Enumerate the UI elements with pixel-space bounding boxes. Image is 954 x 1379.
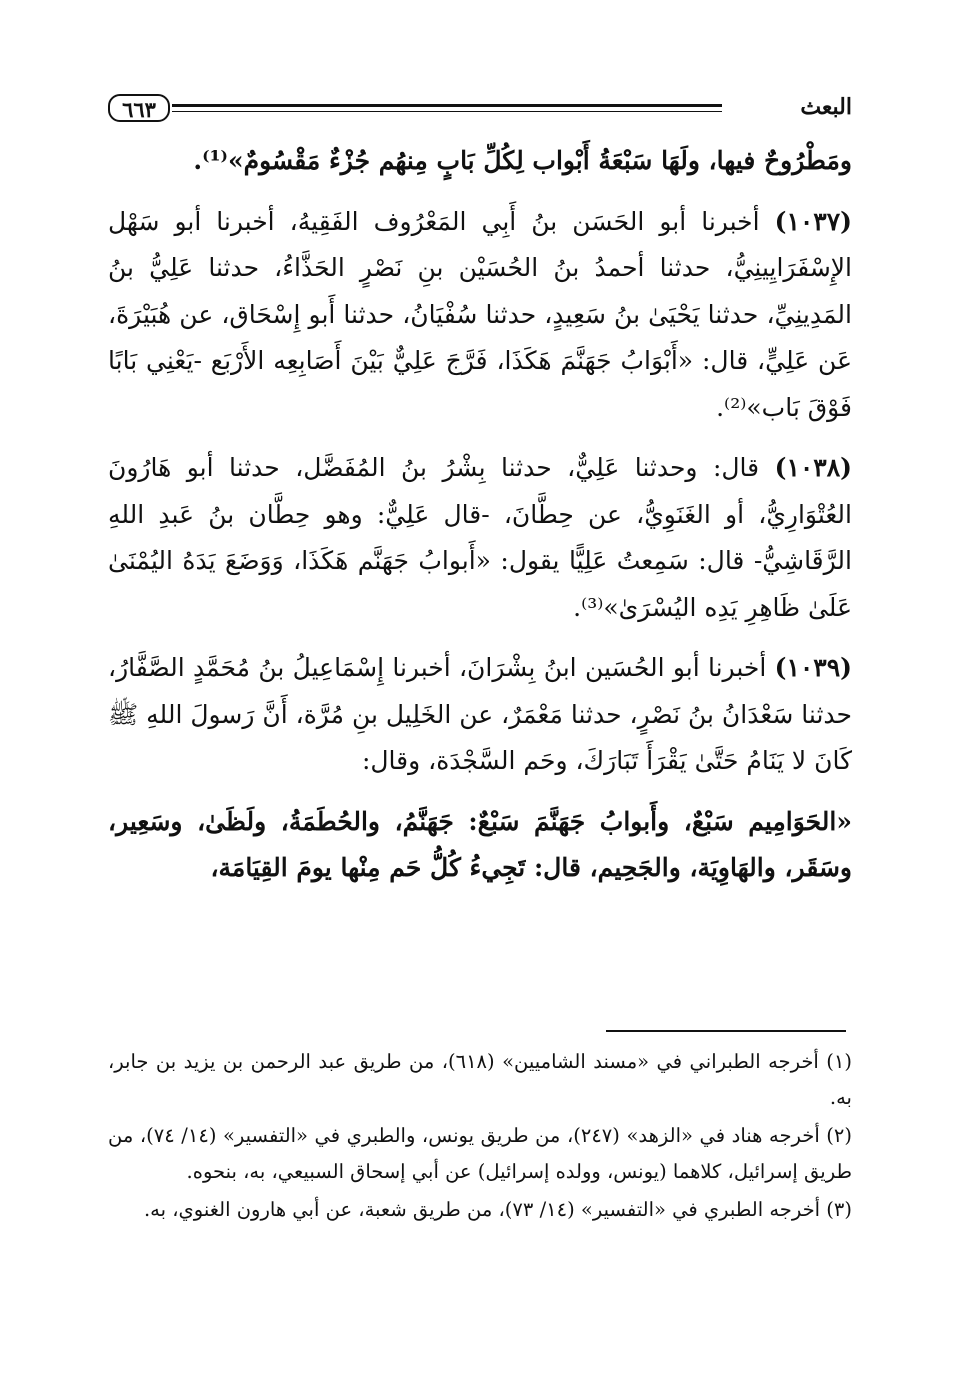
footnote: (٢) أخرجه هناد في «الزهد» (٢٤٧)، من طريق يونس، والطبري في «التفسير» (١٤/ ٧٤)، من طريق إسرائيل، كلاهما (يونس، وولده إسرائيل) عن أبي إسحاق السبيعي، به، بنحوه. [108,1124,852,1183]
footnote-separator [606,1030,846,1032]
footnote: (٣) أخرجه الطبري في «التفسير» (١٤/ ٧٣)، من طريق شعبة، عن أبي هارون الغنوي، به. [143,1198,852,1221]
hadith-number: (١٠٣٧) [774,206,852,236]
footnote: (١) أخرجه الطبراني في «مسند الشاميين» (٦١٨)، من طريق عبد الرحمن بن يزيد بن جابر، به. [108,1050,852,1109]
header-rule-thin [172,111,722,112]
paragraph-text: أخبرنا أبو الحَسَن بنُ أَبِي المَعْرُوف الفَقِيهُ، أخبرنا أبو سَهْل الإِسْفَرَايِينِيُّ، حدثنا أحمدُ بنُ الحُسَيْن بنِ نَصْرٍ الحَذَّاءُ، حدثنا عَلِيُّ بنُ المَدِينِيِّ، حدثنا يَحْيَىٰ بنُ سَعِيدٍ، حدثنا سُفْيَانُ، حدثنا أَبو إِسْحَاق، عن هُبَيْرَةَ، عَن عَلِيٍّ، قال: «أَبْوَابُ جَهَنَّمَ هَكَذَا، فَرَّجَ عَلِيٌّ بَيْنَ أَصَابِعِه الأَرْبَع -يَعْنِي بَابًا فَوْقَ بَاب»⁽²⁾. [108,206,852,422]
hadith-paragraph [108,445,852,631]
text-paragraph [108,799,852,892]
paragraph-text: قال: وحدثنا عَلِيٌّ، حدثنا بِشْرُ بنُ المُفَضَّل، حدثنا أبو هَارُونَ العُتْوَارِيُّ، أو الغَنَوِيُّ، عن حِطَّانَ، -قال عَلِيٌّ: وهو حِطَّان بنُ عَبدِ اللهِ الرَّقَاشِيُّ- قال: سَمِعتُ عَلِيًّا يقول: «أَبوابُ جَهَنَّم هَكَذَا، وَوَضَعَ يَدَهُ اليُمْنَىٰ عَلَىٰ ظَاهِرِ يَدِه اليُسْرَىٰ»⁽³⁾. [108,453,852,622]
paragraph-text: «الحَوَامِيم سَبْعٌ، وأَبوابُ جَهَنَّمَ سَبْعٌ: جَهَنَّمُ، والحُطَمَةُ، ولَظَىٰ، وسَعِير، وسَقَر، والهَاوِيَة، والجَحِيم، قال: تَجِيءُ كُلُّ حَم مِنْها يومَ القِيَامَة، [108,806,852,882]
page-header [108,92,852,128]
page-number: ٦٦٣ [108,94,170,122]
hadith-number: (١٠٣٩) [774,653,852,682]
text-paragraph [108,138,852,185]
paragraph-text: أخبرنا أبو الحُسَين ابنُ بِشْرَانَ، أخبرنا إِسْمَاعِيلُ بنُ مُحَمَّدٍ الصَّفَّارُ، حدثنا سَعْدَانُ بنُ نَصْرٍ، حدثنا مَعْمَرٌ، عن الخَلِيل بنِ مُرَّة، أَنَّ رَسولَ اللهِ ﷺ كَانَ لا يَنَامُ حَتَّىٰ يَقْرَأَ تَبَارَكَ، وحَم السَّجْدَة، وقال: [108,653,852,775]
header-rule [172,104,722,107]
hadith-number: (١٠٣٨) [774,453,852,482]
hadith-paragraph [108,199,852,432]
hadith-paragraph [108,645,852,785]
footnotes [108,1044,852,1230]
main-text [108,138,852,906]
paragraph-text: ومَطْرُوحٌ فيها، ولَهَا سَبْعَةُ أَبْواب لِكُلِّ بَابٍ مِنهُم جُزْءٌ مَقْسُومٌ»⁽¹⁾. [193,146,852,175]
running-title: البعث [800,94,852,120]
